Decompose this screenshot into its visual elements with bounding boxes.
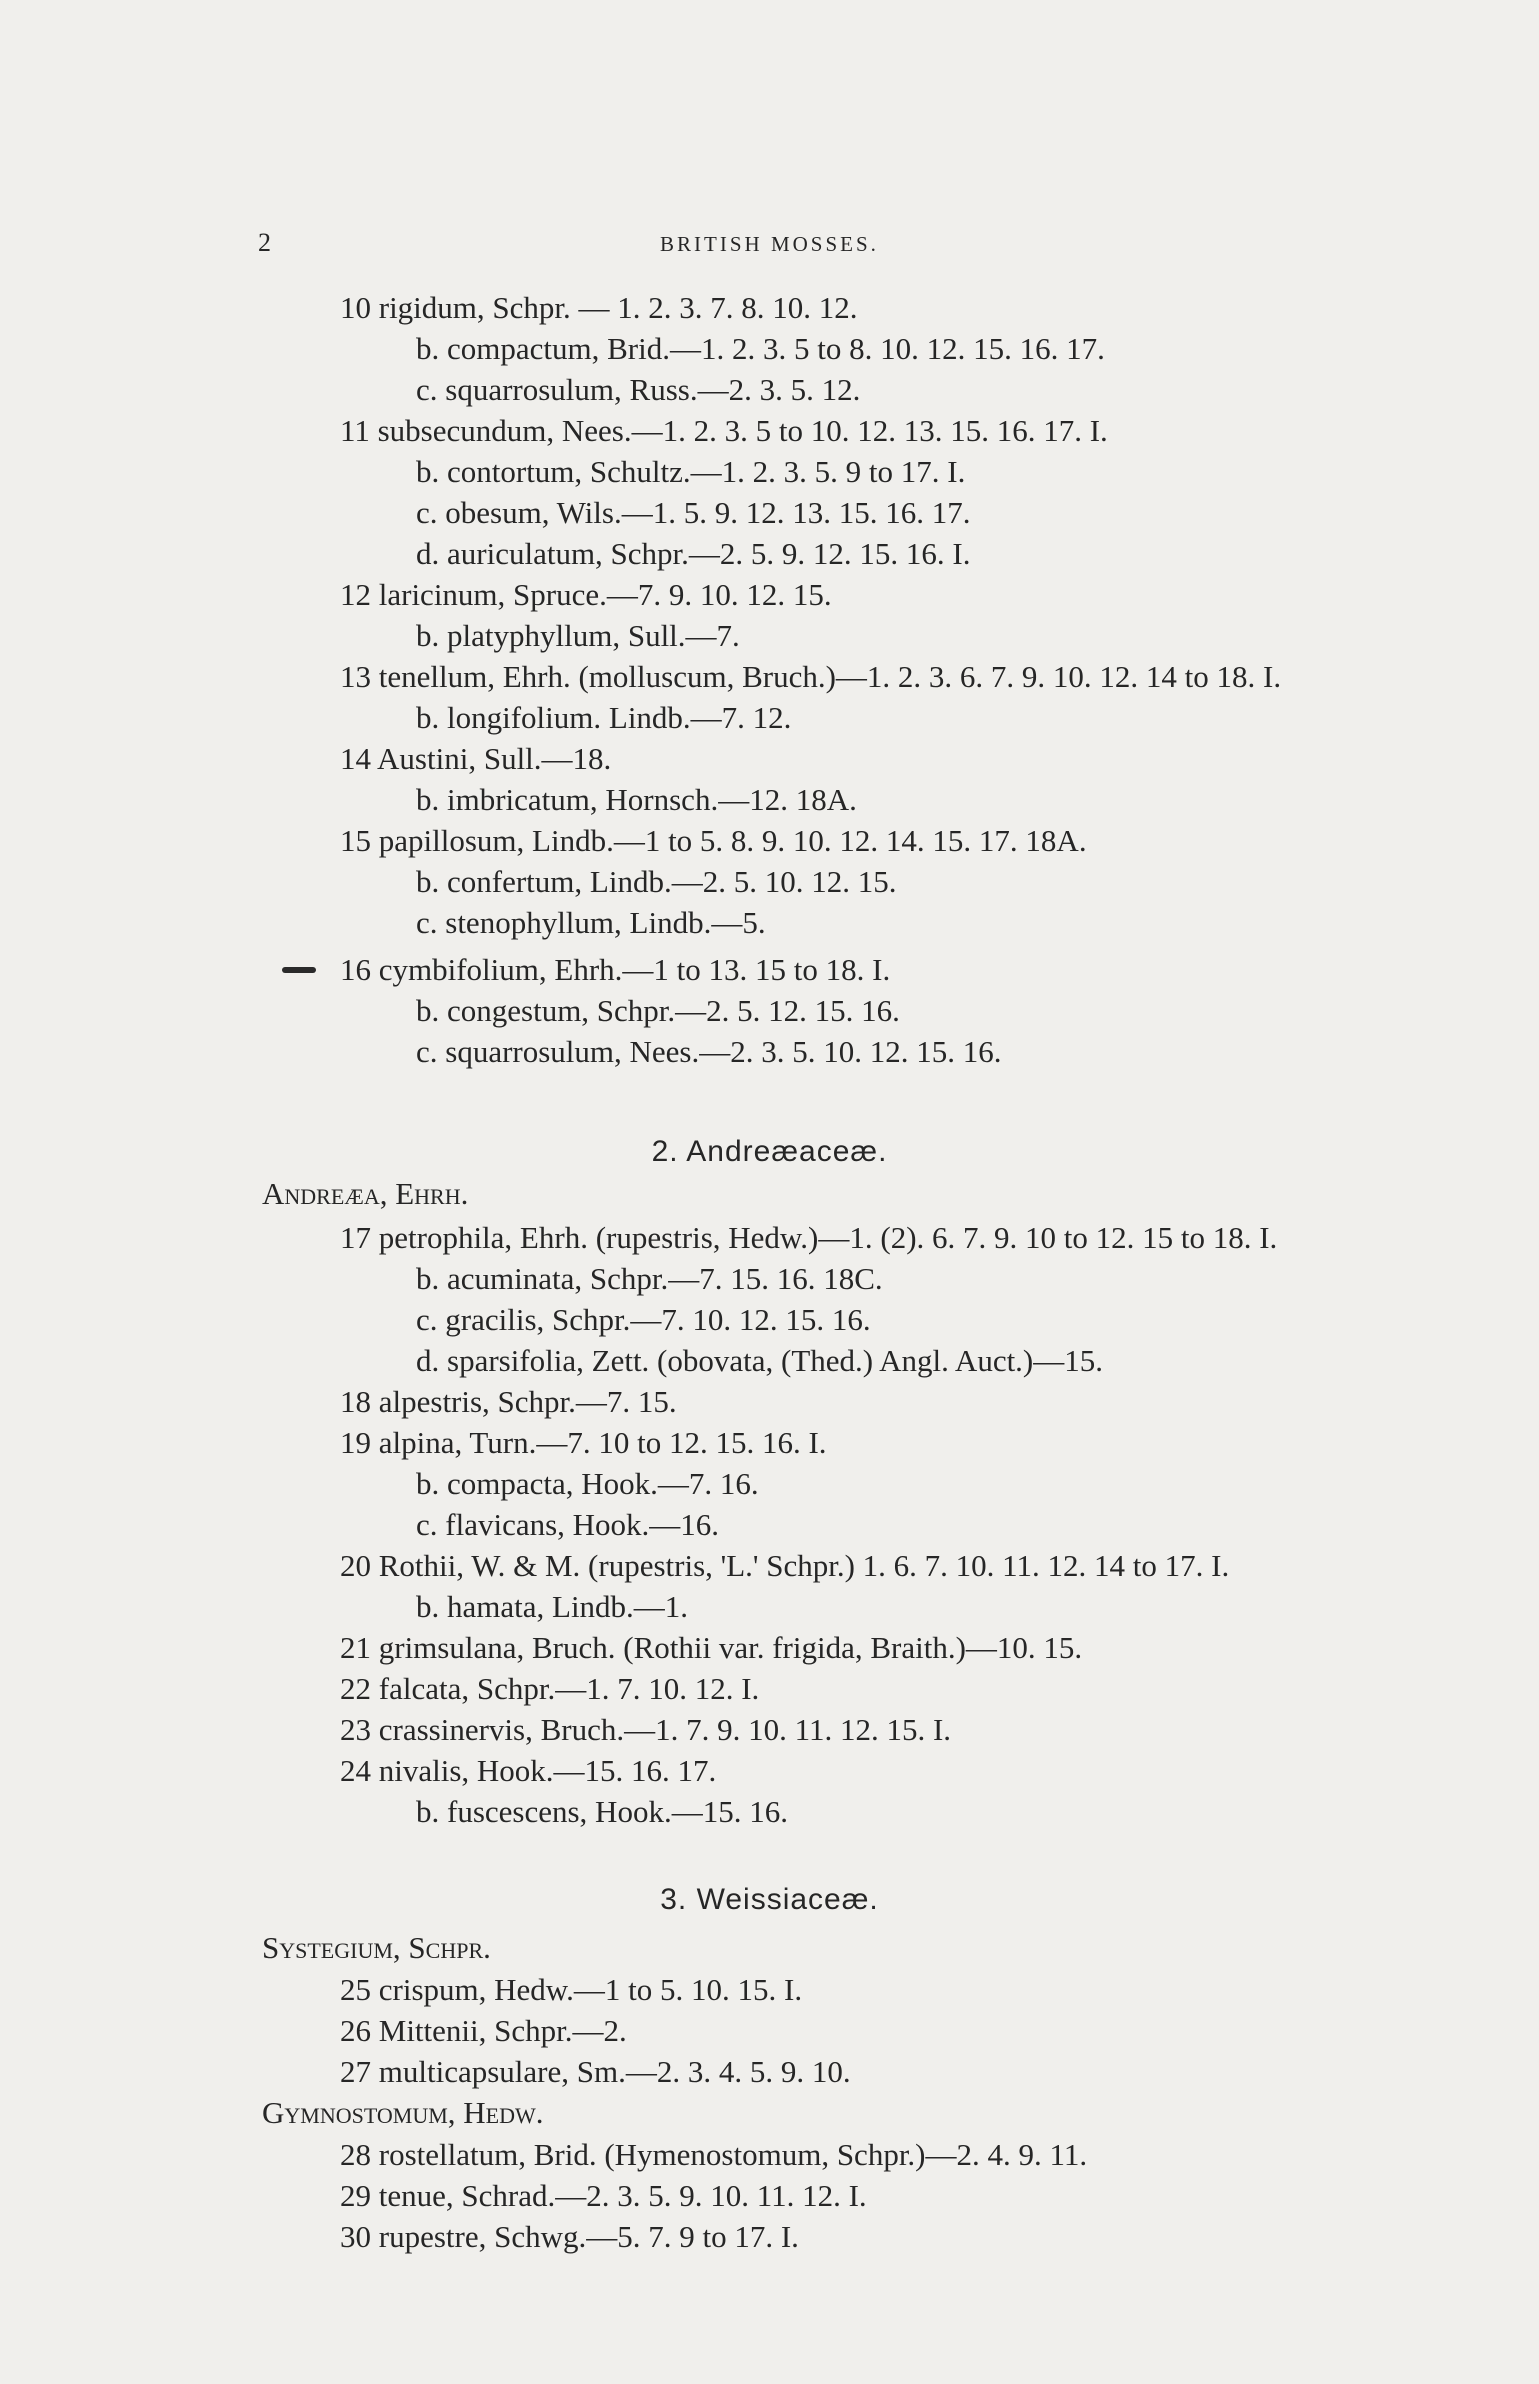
entry-line: b. compacta, Hook.—7. 16. <box>416 1466 759 1501</box>
entry-line: 23 crassinervis, Bruch.—1. 7. 9. 10. 11. 12. 15. I. <box>340 1712 952 1747</box>
entry-line: 27 multicapsulare, Sm.—2. 3. 4. 5. 9. 10. <box>340 2054 851 2089</box>
entry-line: 30 rupestre, Schwg.—5. 7. 9 to 17. I. <box>340 2219 799 2254</box>
entry-line: 19 alpina, Turn.—7. 10 to 12. 15. 16. I. <box>340 1425 827 1460</box>
entry-line: 20 Rothii, W. & M. (rupestris, 'L.' Schpr.) 1. 6. 7. 10. 11. 12. 14 to 17. I. <box>340 1548 1230 1583</box>
entry-line: c. squarrosulum, Russ.—2. 3. 5. 12. <box>416 372 861 407</box>
entry-line: c. squarrosulum, Nees.—2. 3. 5. 10. 12. 15. 16. <box>416 1034 1002 1069</box>
genus-heading: Andreæa, Ehrh. <box>262 1176 469 1211</box>
page-number: 2 <box>258 228 271 257</box>
entry-line: b. hamata, Lindb.—1. <box>416 1589 689 1624</box>
entry-line: b. fuscescens, Hook.—15. 16. <box>416 1794 788 1829</box>
entry-line: d. sparsifolia, Zett. (obovata, (Thed.) Angl. Auct.)—15. <box>416 1343 1104 1378</box>
entry-line: 21 grimsulana, Bruch. (Rothii var. frigida, Braith.)—10. 15. <box>340 1630 1083 1665</box>
entry-line: b. imbricatum, Hornsch.—12. 18A. <box>416 782 857 817</box>
entry-line: c. gracilis, Schpr.—7. 10. 12. 15. 16. <box>416 1302 871 1337</box>
running-head: BRITISH MOSSES. <box>660 232 879 256</box>
entry-line: 12 laricinum, Spruce.—7. 9. 10. 12. 15. <box>340 577 832 612</box>
margin-mark <box>282 967 316 973</box>
entry-line: 11 subsecundum, Nees.—1. 2. 3. 5 to 10. 12. 13. 15. 16. 17. I. <box>340 413 1108 448</box>
entry-line: 29 tenue, Schrad.—2. 3. 5. 9. 10. 11. 12. I. <box>340 2178 867 2213</box>
entry-line: 15 papillosum, Lindb.—1 to 5. 8. 9. 10. 12. 14. 15. 17. 18A. <box>340 823 1087 858</box>
entry-line: 24 nivalis, Hook.—15. 16. 17. <box>340 1753 717 1788</box>
entry-line: c. obesum, Wils.—1. 5. 9. 12. 13. 15. 16. 17. <box>416 495 971 530</box>
genus-heading: Gymnostomum, Hedw. <box>262 2095 544 2130</box>
entry-line: 18 alpestris, Schpr.—7. 15. <box>340 1384 677 1419</box>
entry-line: b. longifolium. Lindb.—7. 12. <box>416 700 792 735</box>
entry-line: 13 tenellum, Ehrh. (molluscum, Bruch.)—1. 2. 3. 6. 7. 9. 10. 12. 14 to 18. I. <box>340 659 1282 694</box>
entry-line: 17 petrophila, Ehrh. (rupestris, Hedw.)—1. (2). 6. 7. 9. 10 to 12. 15 to 18. I. <box>340 1220 1278 1255</box>
section-heading: 2. Andreæaceæ. <box>651 1135 888 1168</box>
entry-line: 26 Mittenii, Schpr.—2. <box>340 2013 627 2048</box>
section-heading: 3. Weissiaceæ. <box>660 1883 879 1916</box>
entry-line: b. congestum, Schpr.—2. 5. 12. 15. 16. <box>416 993 900 1028</box>
entry-line: 25 crispum, Hedw.—1 to 5. 10. 15. I. <box>340 1972 803 2007</box>
entry-line: b. confertum, Lindb.—2. 5. 10. 12. 15. <box>416 864 897 899</box>
page-header <box>0 228 1539 268</box>
entry-line: 16 cymbifolium, Ehrh.—1 to 13. 15 to 18. I. <box>340 952 891 987</box>
entry-line: b. acuminata, Schpr.—7. 15. 16. 18C. <box>416 1261 883 1296</box>
entry-line: c. flavicans, Hook.—16. <box>416 1507 720 1542</box>
entry-line: 28 rostellatum, Brid. (Hymenostomum, Schpr.)—2. 4. 9. 11. <box>340 2137 1088 2172</box>
entry-line: d. auriculatum, Schpr.—2. 5. 9. 12. 15. 16. I. <box>416 536 971 571</box>
entry-line: 10 rigidum, Schpr. — 1. 2. 3. 7. 8. 10. 12. <box>340 290 858 325</box>
entry-line: b. contortum, Schultz.—1. 2. 3. 5. 9 to 17. I. <box>416 454 966 489</box>
entry-line: c. stenophyllum, Lindb.—5. <box>416 905 766 940</box>
entry-line: 14 Austini, Sull.—18. <box>340 741 612 776</box>
entry-line: b. platyphyllum, Sull.—7. <box>416 618 740 653</box>
genus-heading: Systegium, Schpr. <box>262 1930 491 1965</box>
entry-line: b. compactum, Brid.—1. 2. 3. 5 to 8. 10. 12. 15. 16. 17. <box>416 331 1105 366</box>
entry-line: 22 falcata, Schpr.—1. 7. 10. 12. I. <box>340 1671 760 1706</box>
